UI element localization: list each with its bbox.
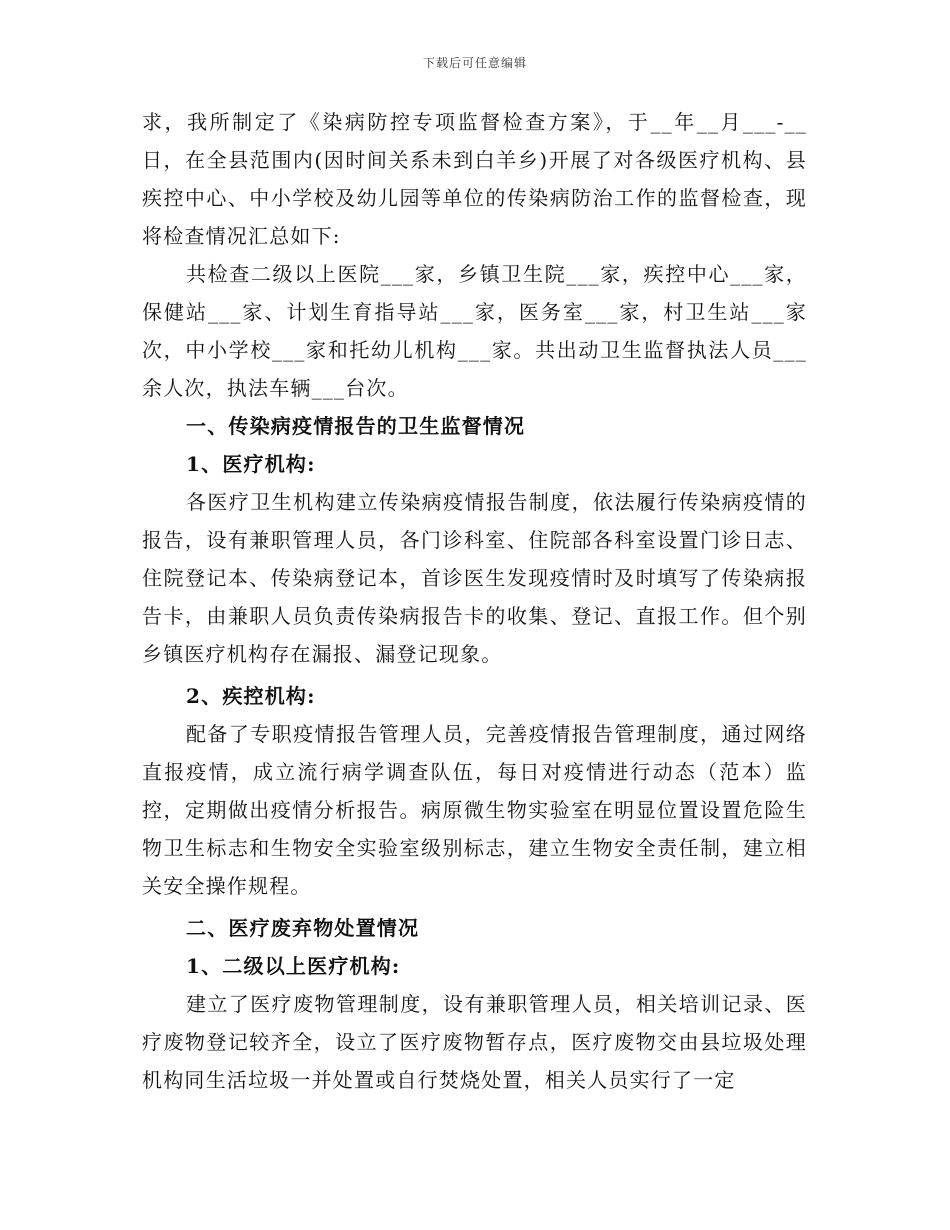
page-header-note: 下载后可任意编辑 <box>422 56 527 70</box>
paragraph-intro: 求，我所制定了《染病防控专项监督检查方案》，于__年__月___-__日，在全县范围内(因时间关系未到白羊乡)开展了对各级医疗机构、县疾控中心、中小学校及幼儿园等单位的传染病防治工作的监督检查，现将检查情况汇总如下: <box>142 110 807 248</box>
subheading-disease-control: 2、疾控机构: <box>186 684 316 708</box>
subheading-medical-institutions: 1、医疗机构: <box>186 452 316 476</box>
document-body <box>142 103 807 1099</box>
paragraph-inspection-summary: 共检查二级以上医院___家，乡镇卫生院___家，疾控中心___家，保健站___家、计划生育指导站___家，医务室___家，村卫生站___家次，中小学校___家和托幼儿机构___家。共出动卫生监督执法人员___余人次，执法车辆___台次。 <box>142 262 807 400</box>
section-heading-epidemic-report: 一、传染病疫情报告的卫生监督情况 <box>186 414 526 438</box>
subheading-secondary-hospitals: 1、二级以上医疗机构: <box>186 954 401 978</box>
paragraph-medical-waste: 建立了医疗废物管理制度，设有兼职管理人员，相关培训记录、医疗废物登记较齐全，设立了医疗废物暂存点，医疗废物交由县垃圾处理机构同生活垃圾一并处置或自行焚烧处置，相关人员实行了一定 <box>142 992 807 1092</box>
paragraph-disease-control: 配备了专职疫情报告管理人员，完善疫情报告管理制度，通过网络直报疫情，成立流行病学调查队伍，每日对疫情进行动态（范本）监控，定期做出疫情分析报告。病原微生物实验室在明显位置设置危险生物卫生标志和生物安全实验室级别标志，建立生物安全责任制，建立相关安全操作规程。 <box>142 722 807 898</box>
section-heading-medical-waste: 二、医疗废弃物处置情况 <box>186 916 420 940</box>
paragraph-medical-institutions: 各医疗卫生机构建立传染病疫情报告制度，依法履行传染病疫情的报告，设有兼职管理人员，各门诊科室、住院部各科室设置门诊日志、住院登记本、传染病登记本，首诊医生发现疫情时及时填写了传染病报告卡，由兼职人员负责传染病报告卡的收集、登记、直报工作。但个别乡镇医疗机构存在漏报、漏登记现象。 <box>142 490 807 666</box>
